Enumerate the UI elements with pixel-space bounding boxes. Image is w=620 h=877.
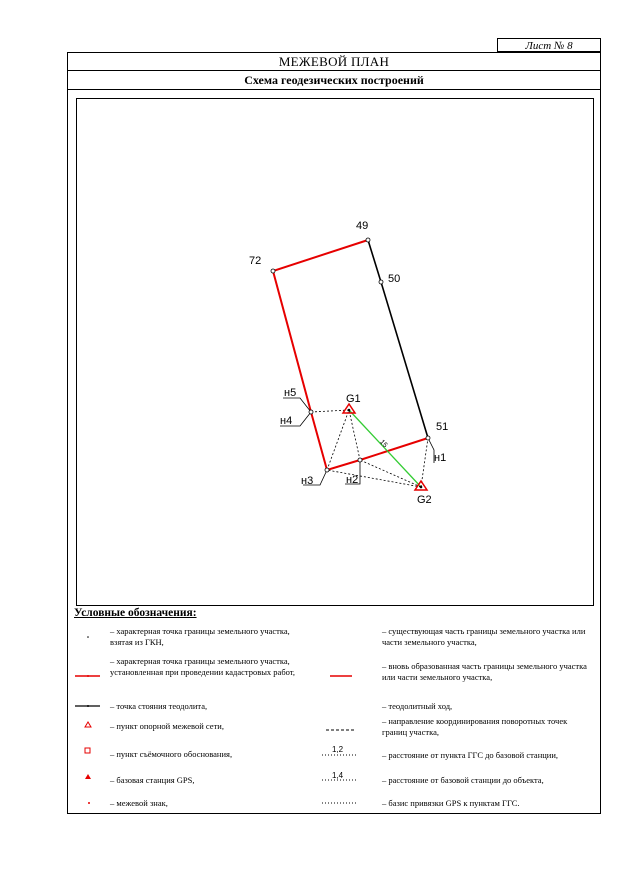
existing-boundary-line bbox=[368, 240, 428, 438]
legend-item-left-5: – пункт съёмочного обоснования, bbox=[110, 749, 233, 759]
distance-label-1: 1,2 bbox=[332, 745, 344, 754]
legend-item-left-3: – точка стояния теодолита, bbox=[110, 701, 208, 711]
label-72: 72 bbox=[249, 255, 262, 267]
label-g2: G2 bbox=[417, 494, 432, 506]
legend-item-right-6: – расстояние от базовой станции до объекта, bbox=[382, 775, 544, 785]
label-n3: н3 bbox=[301, 475, 314, 487]
legend-item-right-1: – существующая часть границы земельного участка или части земельного участка, bbox=[382, 626, 586, 647]
legend-item-right-4: – направление координирования поворотных точек границ участка, bbox=[382, 716, 568, 737]
label-n2: н2 bbox=[346, 474, 359, 486]
label-49: 49 bbox=[356, 220, 369, 232]
document-subtitle: Схема геодезических построений bbox=[67, 71, 601, 90]
label-n4: н4 bbox=[280, 415, 293, 427]
legend-item-right-7: – базис привязки GPS к пунктам ГГС. bbox=[382, 798, 520, 808]
label-51: 51 bbox=[436, 421, 449, 433]
legend-title: Условные обозначения: bbox=[74, 607, 197, 619]
legend-item-left-1: – характерная точка границы земельного участка, взятая из ГКН, bbox=[110, 626, 290, 647]
legend-item-right-2: – вновь образованная часть границы земельного участка или части земельного участка, bbox=[382, 661, 587, 682]
legend-item-left-4: – пункт опорной межевой сети, bbox=[110, 721, 224, 731]
label-n5: н5 bbox=[284, 387, 297, 399]
new-boundary-line bbox=[273, 240, 428, 470]
legend-item-left-6: – базовая станция GPS, bbox=[110, 775, 195, 785]
legend-item-left-2: – характерная точка границы земельного участка, установленная при проведении кадастровых работ, bbox=[110, 656, 295, 677]
sheet-number: Лист № 8 bbox=[497, 38, 601, 52]
leader-lines bbox=[280, 398, 434, 485]
legend-item-right-3: – теодолитный ход, bbox=[382, 701, 453, 711]
document-title: МЕЖЕВОЙ ПЛАН bbox=[67, 52, 601, 71]
label-50: 50 bbox=[388, 273, 401, 285]
label-g1: G1 bbox=[346, 393, 361, 405]
label-n1: н1 bbox=[434, 452, 447, 464]
distance-label-2: 1,4 bbox=[332, 771, 344, 780]
legend-item-right-5: – расстояние от пункта ГГС до базовой станции, bbox=[382, 750, 559, 760]
segment-length-label: 15 bbox=[378, 438, 389, 450]
legend-item-left-7: – межевой знак, bbox=[110, 798, 168, 808]
